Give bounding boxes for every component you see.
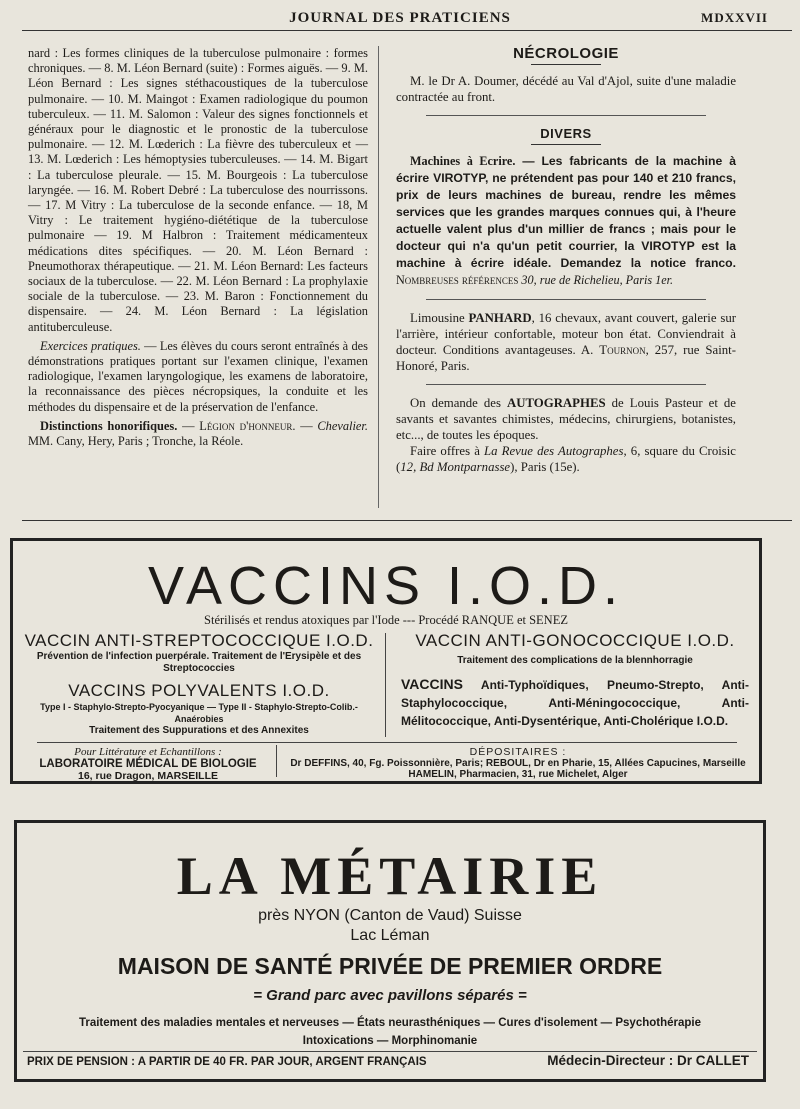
left-column (28, 46, 368, 449)
exercices-paragraph (28, 339, 368, 415)
divers-heading: DIVERS (540, 126, 592, 141)
depositaires-line-2: HAMELIN, Pharmacien, 31, rue Michelet, Alger (408, 769, 628, 780)
machines-refs: Nombreuses références (396, 273, 519, 287)
running-title: JOURNAL DES PRATICIENS (289, 10, 511, 26)
metairie-parc: = Grand parc avec pavillons séparés = (253, 987, 527, 1004)
vaccins-title: VACCINS I.O.D. (147, 556, 625, 616)
exercices-lead: Exercices pratiques. (40, 338, 141, 353)
course-program: nard : Les formes cliniques de la tuberculose pulmonaire : formes chroniques. — 8. M. Léon Bernard (suite) : Formes aiguës. — 9. M. Léon Bernard : Les signes stéthacoustiques de la tuberculose pulmonaire. — 10. M. Maingot : Examen radiologique du poumon tuberculeux. — 11. M. Salomon : Valeur des signes fonctionnels et généraux pour le diagnostic et le pronostic de la tuberculose pulmonaire. — 12. M. Lœderich : La fièvre des tuberculeux et — 13. M. Lœderich : Les hémoptysies tuberculeuses. — 14. M. Bigart : La tuberculose pleurale. — 15. M. Bourgeois : La tuberculose laryngée. — 16. M. Robert Debré : La tuberculose des nourrissons. — 17. M Vitry : La tuberculose de la seconde enfance. — 18, M Vitry : Le traitement hygiéno-diététique de la tuberculose pulmonaire — 19. M Halbron : Traitement médicamenteux médications dites spécifiques. — 20. M. Léon Bernard : Pneumothorax thérapeutique. — 21. M. Léon Bernard: Les facteurs sociaux de la tuberculose. — 22. M. Léon Bernard : La prophylaxie sociale de la tuberculose. — 23. M. Baron : Fonctionnement du dispensaire. — 24. M. Léon Bernard : La législation antituberculeuse. (28, 46, 368, 334)
vaccins-left-block (19, 631, 379, 737)
autographes-paragraph: On demande des AUTOGRAPHES de Louis Pasteur et de savants et savantes chimistes, médecins, chirurgiens, botanistes, etc..., de toutes les époques. (396, 396, 736, 442)
depositaires-line-1: Dr DEFFINS, 40, Fg. Poissonnière, Paris; REBOUL, Dr en Pharie, 15, Allées Capucines, Marseille (290, 758, 746, 769)
metairie-bottom-rule (23, 1051, 757, 1052)
metairie-intoxications: Intoxications — Morphinomanie (302, 1035, 478, 1047)
metairie-title: LA MÉTAIRIE (176, 846, 604, 906)
distinctions-names: MM. Cany, Hery, Paris ; Tronche, la Réole. (28, 434, 244, 449)
vaccins-list-text: Anti-Typhoïdiques, Pneumo-Strepto, Anti-Staphylococcique, Anti-Méningococcique, Anti-Mélitococcique, Anti-Dysentérique, Anti-Cholérique I.O.D. (401, 678, 749, 728)
right-column (396, 46, 736, 475)
section-separator (426, 299, 706, 300)
chevalier-label: Chevalier. (317, 418, 368, 433)
vaccins-advertisement (10, 538, 762, 784)
revue-name: La Revue des Autographes (484, 444, 624, 458)
metairie-traitement: Traitement des maladies mentales et nerveuses — États neurasthéniques — Cures d'isolement — Psychothérapie (78, 1017, 702, 1029)
metairie-advertisement (14, 820, 766, 1082)
depositaires-heading: DÉPOSITAIRES : (469, 746, 567, 758)
depositaires-block (283, 746, 753, 780)
metairie-medecin: Médecin-Directeur : Dr CALLET (547, 1053, 749, 1068)
distinctions-lead: Distinctions honorifiques. (40, 418, 178, 433)
limousine-paragraph: Limousine PANHARD, 16 chevaux, avant couvert, galerie sur l'arrière, intérieur confortable, moteur bon état. Conviendrait à docteur. Conditions avantageuses. A. Tournon, 257, rue Saint-Honoré, Paris. (396, 311, 736, 373)
heading-underline (531, 144, 601, 145)
gono-heading: VACCIN ANTI-GONOCOCCIQUE I.O.D. (415, 631, 735, 650)
page-number: MDXXVII (701, 10, 768, 25)
revue-address: 12, Bd Montparnasse (400, 460, 511, 474)
polyvalents-heading: VACCINS POLYVALENTS I.O.D. (68, 681, 330, 700)
metairie-lake: Lac Léman (350, 927, 430, 944)
vaccins-subtitle: Stérilisés et rendus atoxiques par l'Iode --- Procédé RANQUE et SENEZ (204, 613, 568, 627)
strepto-description: Prévention de l'infection puerpérale. Traitement de l'Erysipèle et des Streptococcies (36, 651, 362, 674)
laboratoire-address: 16, rue Dragon, MARSEILLE (77, 770, 219, 782)
depositaires-divider (276, 745, 277, 777)
heading-underline (531, 64, 601, 65)
offres-paragraph: Faire offres à La Revue des Autographes, 6, square du Croisic (12, Bd Montparnasse), Paris (15e). (396, 444, 736, 474)
gono-description: Traitement des complications de la blennhorragie (457, 655, 693, 666)
necrologie-heading: NÉCROLOGIE (513, 45, 619, 62)
section-separator (426, 115, 706, 116)
vaccins-vertical-rule (385, 633, 386, 737)
strepto-heading: VACCIN ANTI-STREPTOCOCCIQUE I.O.D. (24, 631, 374, 650)
distinctions-paragraph: Distinctions honorifiques. — Légion d'honneur. — Chevalier. MM. Cany, Hery, Paris ; Tronche, la Réole. (28, 418, 368, 449)
metairie-maison: MAISON DE SANTÉ PRIVÉE DE PREMIER ORDRE (117, 953, 663, 979)
polyvalents-types: Type I - Staphylo-Strepto-Pyocyanique — Type II - Staphylo-Strepto-Colib.-Anaérobies (40, 702, 358, 724)
machines-address: 30, rue de Richelieu, Paris 1er. (518, 273, 674, 287)
laboratoire-block (23, 746, 273, 782)
column-divider (378, 46, 379, 508)
vaccins-right-block (395, 631, 755, 730)
exercices-text: — Les élèves du cours seront entraînés à des démonstrations pratiques portant sur l'examen clinique, l'examen radiologique, l'examen laryngologique, les examens de laboratoire, la reconnaissance des pièces nécropsiques, la conduite et les méthodes du dispensaire et de la préservation de l'enfance. (28, 338, 368, 414)
header-rule (22, 30, 792, 31)
litterature-label: Pour Littérature et Echantillons : (74, 746, 222, 758)
legion-label: Légion d'honneur. (199, 418, 296, 433)
machines-text: — Les fabricants de la machine à écrire VIROTYP, ne prétendent pas pour 140 et 210 francs, prix de leurs machines de bureau, rendre les mêmes services que les grandes marques connues qui, à l'heure actuelle valent plus d'un millier de francs ; mais pour le docteur qui n'a qu'un petit courrier, la VIROTYP est la machine à écrire idéale. Demandez la notice franco. (396, 154, 736, 270)
metairie-prix: PRIX DE PENSION : A PARTIR DE 40 FR. PAR JOUR, ARGENT FRANÇAIS (27, 1056, 427, 1068)
vaccins-bottom-rule (37, 742, 737, 743)
limousine-brand: PANHARD (468, 311, 532, 325)
section-separator (426, 384, 706, 385)
columns-bottom-rule (22, 520, 792, 521)
autographes-word: AUTOGRAPHES (507, 396, 606, 410)
necrologie-text: M. le Dr A. Doumer, décédé au Val d'Ajol, suite d'une maladie contractée au front. (396, 74, 736, 104)
laboratoire-name: LABORATOIRE MÉDICAL DE BIOLOGIE (39, 758, 257, 770)
vaccins-list-lead: VACCINS (401, 676, 463, 692)
machines-paragraph (396, 153, 736, 289)
limousine-name: Tournon (599, 343, 646, 357)
vaccins-list (395, 675, 755, 730)
metairie-location: près NYON (Canton de Vaud) Suisse (258, 907, 522, 924)
polyvalents-description: Traitement des Suppurations et des Annexites (89, 725, 309, 736)
machines-lead: Machines à Ecrire. (410, 154, 516, 168)
